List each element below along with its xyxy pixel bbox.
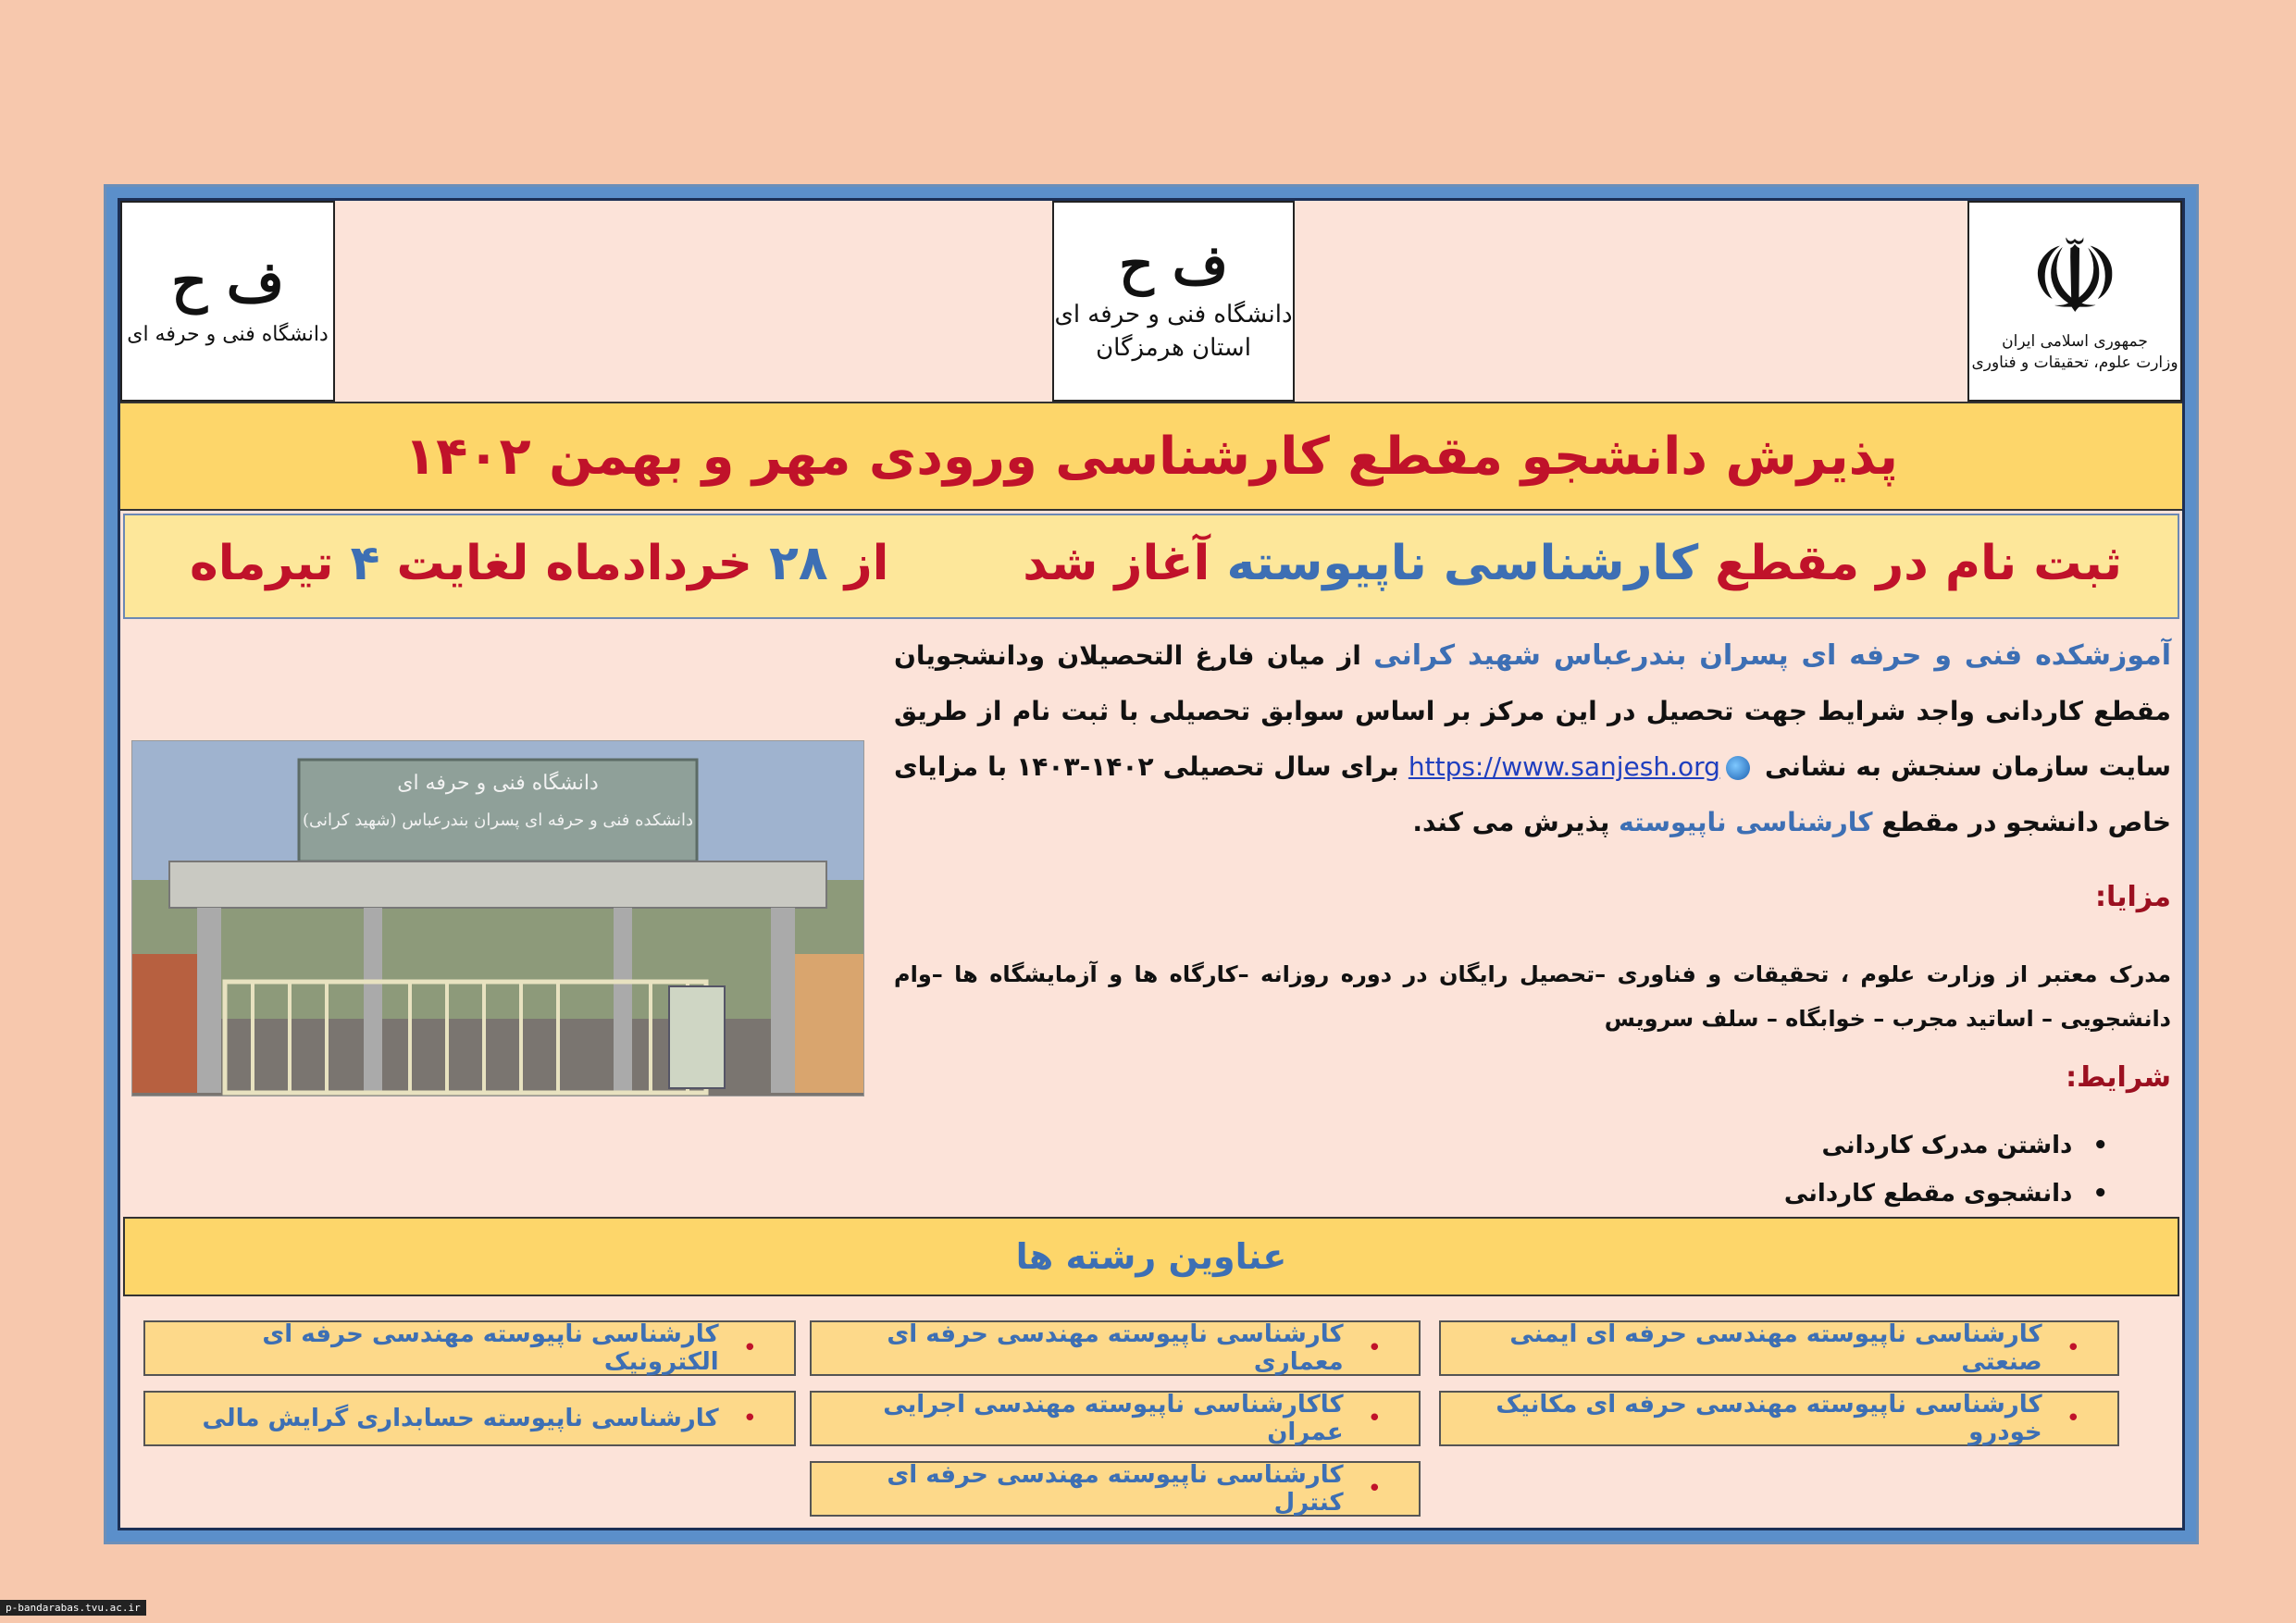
degree-name: کارشناسی ناپیوسته xyxy=(1619,807,1873,837)
list-item: • دانشجوی مقطع کاردانی xyxy=(1784,1170,2108,1218)
field-item xyxy=(143,1391,796,1446)
bullet-icon: • xyxy=(742,1405,757,1432)
logo-caption: دانشگاه فنی و حرفه ای xyxy=(127,322,329,346)
reg-degree: کارشناسی ناپیوسته xyxy=(1226,536,1699,591)
logo-caption-line1: جمهوری اسلامی ایران xyxy=(2002,331,2148,351)
poster-frame xyxy=(104,184,2199,1544)
gate-sign-line1: دانشگاه فنی و حرفه ای xyxy=(397,772,599,795)
university-logo-left xyxy=(120,201,335,402)
field-item xyxy=(1439,1391,2119,1446)
bullet-icon: • xyxy=(2066,1334,2080,1362)
field-label: کارشناسی ناپیوسته مهندسی حرفه ای مکانیک خودرو xyxy=(1496,1391,2042,1446)
body-text-1: از میان فارغ التحصیلان ودانشجویان مقطع کاردانی واجد شرایط جهت تحصیل در این مرکز بر اساس سوابق تحصیلی با ثبت نام از طریق سایت سازمان سنجش به نشانی xyxy=(894,640,2171,782)
conditions-list xyxy=(1784,1121,2108,1218)
iran-emblem-icon: ☫ xyxy=(2029,217,2121,337)
reg-text-1: ثبت نام در مقطع xyxy=(1698,536,2122,591)
reg-from-label: از xyxy=(827,536,889,591)
sanjesh-link[interactable]: https://www.sanjesh.org xyxy=(1408,751,1720,782)
list-item: • داشتن مدرک کاردانی xyxy=(1784,1121,2108,1170)
reg-text-3: آغاز شد xyxy=(1023,536,1227,591)
footer-url-tag: p-bandarabas.tvu.ac.ir xyxy=(0,1600,146,1616)
announcement-body xyxy=(894,628,2171,850)
bullet-icon: • xyxy=(1367,1475,1382,1503)
field-label: کارشناسی ناپیوسته مهندسی حرفه ای الکترونیک xyxy=(262,1320,719,1376)
poster-panel xyxy=(118,198,2185,1530)
fields-title: عناوین رشته ها xyxy=(1015,1236,1287,1277)
registration-dates xyxy=(190,536,888,591)
bullet-icon: • xyxy=(2066,1405,2080,1432)
registration-announcement xyxy=(1023,536,2122,591)
field-label: کارشناسی ناپیوسته مهندسی حرفه ای معماری xyxy=(887,1320,1344,1376)
benefits-text: مدرک معتبر از وزارت علوم ، تحقیقات و فناوری –تحصیل رایگان در دوره روزانه –کارگاه ها و آزمایشگاه ها –وام دانشجویی – اساتید مجرب – خوابگاه – سلف سرویس xyxy=(894,961,2171,1032)
benefits-heading: مزایا: xyxy=(2094,881,2171,913)
globe-icon xyxy=(1726,756,1750,780)
field-item xyxy=(1439,1320,2119,1376)
body-text-3: پذیرش می کند. xyxy=(1412,807,1620,837)
ministry-logo-right xyxy=(1967,201,2182,402)
fields-banner xyxy=(123,1217,2179,1296)
title-banner xyxy=(120,402,2182,511)
bullet-icon: • xyxy=(1367,1334,1382,1362)
field-item xyxy=(810,1391,1421,1446)
field-label: کارشناسی ناپیوسته حسابداری گرایش مالی xyxy=(202,1405,719,1432)
tvu-emblem-icon: ف ح xyxy=(171,249,284,315)
registration-banner xyxy=(123,514,2179,619)
logo-caption-line2: وزارت علوم، تحقیقات و فناوری xyxy=(1971,353,2178,372)
field-label: کارشناسی ناپیوسته مهندسی حرفه ای کنترل xyxy=(887,1461,1344,1517)
tvu-emblem-icon: ف ح xyxy=(1119,233,1228,297)
logo-caption-line2: استان هرمزگان xyxy=(1096,333,1251,362)
reg-middle: خردادماه لغایت xyxy=(379,536,770,591)
conditions-heading: شرایط: xyxy=(2066,1061,2171,1094)
gate-sign xyxy=(299,765,697,839)
field-label: کارشناسی ناپیوسته مهندسی حرفه ای ایمنی صنعتی xyxy=(1509,1320,2042,1376)
university-logo-center xyxy=(1052,201,1295,402)
reg-to-month: تیرماه xyxy=(190,536,351,591)
field-item xyxy=(810,1461,1421,1517)
reg-to-day: ۴ xyxy=(350,536,380,591)
field-item xyxy=(143,1320,796,1376)
field-label: کاکارشناسی ناپیوسته مهندسی اجرایی عمران xyxy=(883,1391,1344,1446)
bullet-icon: • xyxy=(742,1334,757,1362)
college-name: آموزشکده فنی و حرفه ای پسران بندرعباس شهید کرانی xyxy=(1373,639,2171,672)
field-item xyxy=(810,1320,1421,1376)
gate-sign-line2: دانشکده فنی و حرفه ای پسران بندرعباس (شهید کرانی) xyxy=(302,811,694,830)
reg-from-day: ۲۸ xyxy=(769,536,828,591)
bullet-icon: • xyxy=(1367,1405,1382,1432)
page-title: پذیرش دانشجو مقطع کارشناسی ورودی مهر و بهمن ۱۴۰۲ xyxy=(403,426,1899,487)
college-gate-photo xyxy=(131,740,864,1096)
logo-caption-line1: دانشگاه فنی و حرفه ای xyxy=(1054,301,1293,329)
body-text-2: برای سال تحصیلی ۱۴۰۲-۱۴۰۳ با مزایای خاص دانشجو در مقطع xyxy=(894,751,2171,837)
